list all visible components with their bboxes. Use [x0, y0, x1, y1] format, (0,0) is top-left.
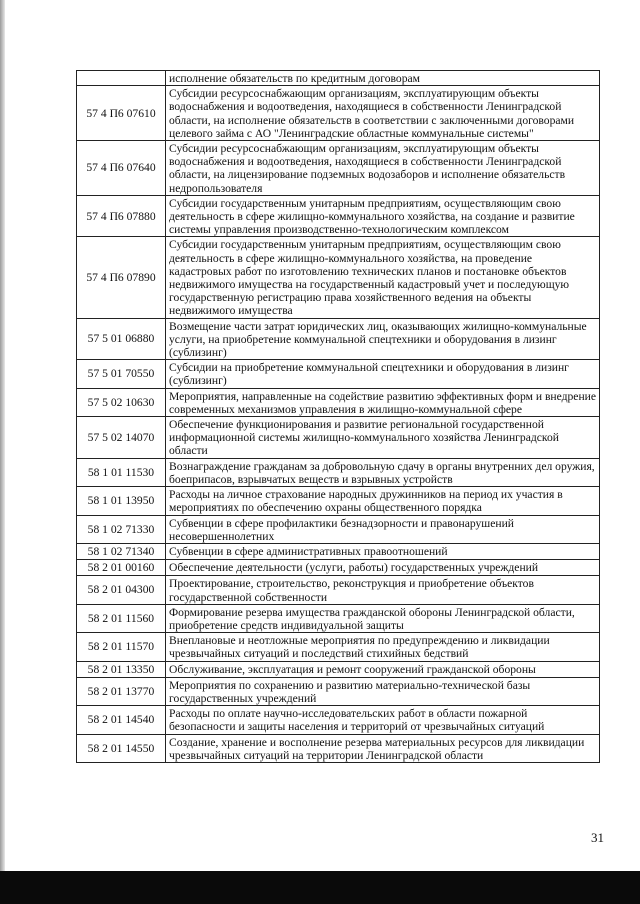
- expense-description-cell: Вознаграждение гражданам за добровольную сдачу в органы внутренних дел оружия, боеприпасов, взрывчатых веществ и взрывных устройств: [166, 458, 600, 486]
- expense-description-cell: Возмещение части затрат юридических лиц, оказывающих жилищно-коммунальные услуги, на приобретение коммунальной спецтехники и оборудования в лизинг (сублизинг): [166, 318, 600, 360]
- budget-classification-table: [76, 70, 600, 763]
- budget-code-cell: 57 4 П6 07880: [77, 195, 166, 237]
- table-row: [77, 71, 600, 86]
- page-number: 31: [591, 830, 604, 845]
- budget-code-cell: 58 2 01 11570: [77, 633, 166, 661]
- budget-code-cell: 58 2 01 04300: [77, 576, 166, 604]
- budget-code-cell: 57 4 П6 07640: [77, 141, 166, 196]
- expense-description-cell: Расходы на личное страхование народных дружинников на период их участия в мероприятиях по обеспечению охраны общественного порядка: [166, 487, 600, 515]
- budget-code-cell: 58 1 02 71340: [77, 543, 166, 559]
- expense-description-cell: Формирование резерва имущества гражданской обороны Ленинградской области, приобретение средств индивидуальной защиты: [166, 604, 600, 632]
- table-row: [77, 543, 600, 559]
- table-row: [77, 195, 600, 237]
- table-row: [77, 141, 600, 196]
- table-row: [77, 604, 600, 632]
- budget-code-cell: 57 5 01 70550: [77, 360, 166, 388]
- table-row: [77, 560, 600, 576]
- budget-code-cell: 58 2 01 00160: [77, 560, 166, 576]
- table-row: [77, 576, 600, 604]
- table-row: [77, 487, 600, 515]
- expense-description-cell: Обеспечение деятельности (услуги, работы) государственных учреждений: [166, 560, 600, 576]
- expense-description-cell: Мероприятия по сохранению и развитию материально-технической базы государственных учреждений: [166, 677, 600, 705]
- table-row: [77, 706, 600, 734]
- budget-code-cell: 57 5 02 10630: [77, 388, 166, 416]
- table-row: [77, 318, 600, 360]
- budget-code-cell: 58 1 01 13950: [77, 487, 166, 515]
- expense-description-cell: Субвенции в сфере профилактики безнадзорности и правонарушений несовершеннолетних: [166, 515, 600, 543]
- expense-description-cell: Субсидии на приобретение коммунальной спецтехники и оборудования в лизинг (сублизинг): [166, 360, 600, 388]
- table-row: [77, 677, 600, 705]
- expense-description-cell: Мероприятия, направленные на содействие развитию эффективных форм и внедрение современных механизмов управления в жилищно-коммунальной сфере: [166, 388, 600, 416]
- table-row: [77, 734, 600, 762]
- budget-code-cell: 57 4 П6 07890: [77, 237, 166, 318]
- table-row: [77, 360, 600, 388]
- table-body: [77, 71, 600, 763]
- budget-code-cell: 58 2 01 14540: [77, 706, 166, 734]
- budget-code-cell: 58 1 01 11530: [77, 458, 166, 486]
- budget-code-cell: 58 2 01 13770: [77, 677, 166, 705]
- budget-code-cell: 57 5 02 14070: [77, 417, 166, 459]
- expense-description-cell: исполнение обязательств по кредитным договорам: [166, 71, 600, 86]
- expense-description-cell: Проектирование, строительство, реконструкция и приобретение объектов государственной собственности: [166, 576, 600, 604]
- expense-description-cell: Субсидии государственным унитарным предприятиям, осуществляющим свою деятельность в сфере жилищно-коммунального хозяйства, на проведение кадастровых работ по изготовлению технических планов и постановке объектов недвижимого имущества на государственный кадастровый учет и последующую государственную регистрацию права хозяйственного ведения на объекты недвижимого имущества: [166, 237, 600, 318]
- budget-code-cell: 58 1 02 71330: [77, 515, 166, 543]
- expense-description-cell: Обслуживание, эксплуатация и ремонт сооружений гражданской обороны: [166, 661, 600, 677]
- budget-code-cell: 58 2 01 14550: [77, 734, 166, 762]
- table-row: [77, 661, 600, 677]
- budget-code-cell: [77, 71, 166, 86]
- expense-description-cell: Субсидии государственным унитарным предприятиям, осуществляющим свою деятельность в сфере жилищно-коммунального хозяйства, на создание и развитие системы управления производственно-технологическим комплексом: [166, 195, 600, 237]
- table-row: [77, 633, 600, 661]
- table-row: [77, 417, 600, 459]
- table-row: [77, 388, 600, 416]
- expense-description-cell: Субсидии ресурсоснабжающим организациям, эксплуатирующим объекты водоснабжения и водоотведения, находящиеся в собственности Ленинградской области, на исполнение обязательств в соответствии с заключенными договорами целевого займа с АО "Ленинградские областные коммунальные системы": [166, 86, 600, 141]
- budget-code-cell: 57 4 П6 07610: [77, 86, 166, 141]
- table-row: [77, 458, 600, 486]
- table-row: [77, 515, 600, 543]
- table-row: [77, 86, 600, 141]
- expense-description-cell: Субсидии ресурсоснабжающим организациям, эксплуатирующим объекты водоснабжения и водоотведения, находящиеся в собственности Ленинградской области, на лицензирование подземных водозаборов и исполнение обязательств недропользователя: [166, 141, 600, 196]
- table-row: [77, 237, 600, 318]
- scan-edge-shadow: [0, 0, 5, 904]
- expense-description-cell: Обеспечение функционирования и развитие региональной государственной информационной системы жилищно-коммунального хозяйства Ленинградской области: [166, 417, 600, 459]
- expense-description-cell: Внеплановые и неотложные мероприятия по предупреждению и ликвидации чрезвычайных ситуаций и последствий стихийных бедствий: [166, 633, 600, 661]
- budget-code-cell: 57 5 01 06880: [77, 318, 166, 360]
- scan-bottom-border: [0, 871, 640, 904]
- expense-description-cell: Создание, хранение и восполнение резерва материальных ресурсов для ликвидации чрезвычайных ситуаций на территории Ленинградской области: [166, 734, 600, 762]
- budget-code-cell: 58 2 01 13350: [77, 661, 166, 677]
- budget-code-cell: 58 2 01 11560: [77, 604, 166, 632]
- expense-description-cell: Расходы по оплате научно-исследовательских работ в области пожарной безопасности и защиты населения и территорий от чрезвычайных ситуаций: [166, 706, 600, 734]
- expense-description-cell: Субвенции в сфере административных правоотношений: [166, 543, 600, 559]
